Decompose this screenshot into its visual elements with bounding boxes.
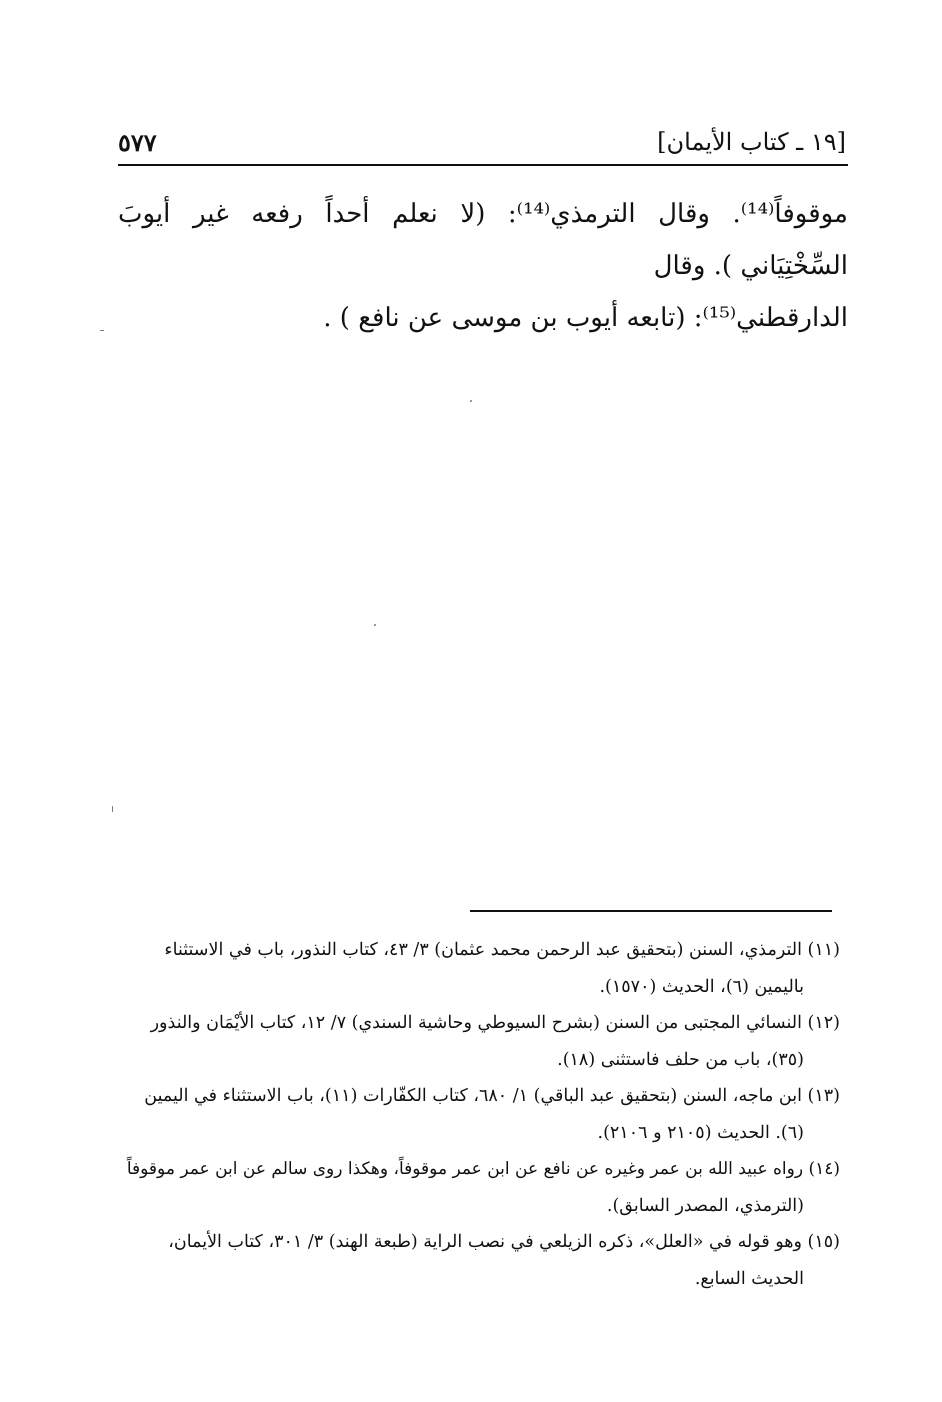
footnote-line: باليمين (٦)، الحديث (١٥٧٠). [599,976,804,997]
footnote-line: الحديث السابع. [694,1268,804,1289]
scan-speck [470,400,472,402]
footnotes [110,932,840,1297]
body-line: موقوفاً⁽¹⁴⁾. وقال الترمذي⁽¹⁴⁾: (لا نعلم أحداً رفعه غير أيوبَ السِّخْتِيَاني ). وقال [118,199,848,281]
footnote-14 [110,1151,840,1224]
body-text [118,188,848,344]
scan-speck [374,624,376,626]
footnote-line: (١٢) النسائي المجتبى من السنن (بشرح السيوطي وحاشية السندي) ٧/ ١٢، كتاب الأيْمَان والنذور [150,1013,840,1033]
footnote-12 [110,1005,840,1078]
footnote-line: (١١) الترمذي، السنن (بتحقيق عبد الرحمن محمد عثمان) ٣/ ٤٣، كتاب النذور، باب في الاستثناء [164,940,840,960]
footnote-15 [110,1224,840,1297]
footnote-line: (١٤) رواه عبيد الله بن عمر وغيره عن نافع عن ابن عمر موقوفاً، وهكذا روى سالم عن ابن عمر موقوفاً [126,1159,840,1179]
footnote-rule [470,910,832,912]
footnote-line: (١٥) وهو قوله في «العلل»، ذكره الزيلعي في نصب الراية (طبعة الهند) ٣/ ٣٠١، كتاب الأيمان، [168,1232,840,1252]
footnote-line: (٣٥)، باب من حلف فاستثنى (١٨). [557,1049,804,1070]
scan-speck [100,330,104,331]
footnote-11 [110,932,840,1005]
running-header [118,122,846,162]
footnote-line: (الترمذي، المصدر السابق). [606,1195,804,1216]
footnote-13 [110,1078,840,1151]
page-number: ٥٧٧ [118,127,157,157]
chapter-title: [١٩ ـ كتاب الأيمان] [657,128,846,156]
footnote-line: (١٣) ابن ماجه، السنن (بتحقيق عبد الباقي) ١/ ٦٨٠، كتاب الكفّارات (١١)، باب الاستثناء في اليمين [144,1086,840,1106]
header-rule [118,164,848,166]
scan-speck [112,806,113,812]
footnote-line: (٦). الحديث (٢١٠٥ و ٢١٠٦). [597,1122,804,1143]
body-line: الدارقطني⁽¹⁵⁾: (تابعه أيوب بن موسى عن نافع ) . [323,303,848,333]
